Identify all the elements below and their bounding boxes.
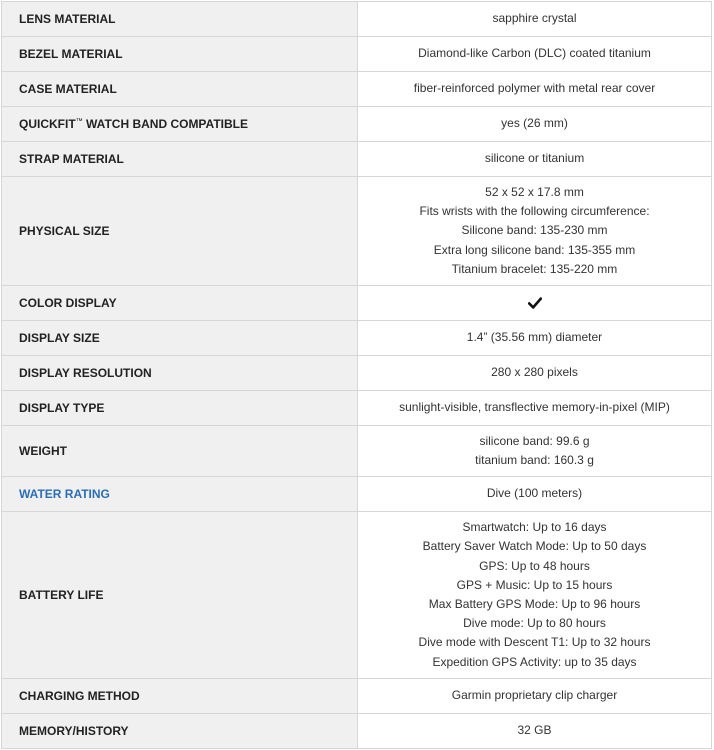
spec-value-line: Smartwatch: Up to 16 days [462,520,607,535]
spec-label-cell [2,679,358,714]
spec-label: CASE MATERIAL [19,82,117,96]
spec-row-weight [2,426,712,477]
spec-row-water-rating [2,477,712,512]
spec-value: sunlight-visible, transflective memory-in-pixel (MIP) [399,400,670,415]
spec-value: Garmin proprietary clip charger [451,688,618,703]
spec-value-line: Titanium bracelet: 135-220 mm [451,261,618,276]
spec-value: 32 GB [517,723,552,738]
spec-value-line: Max Battery GPS Mode: Up to 96 hours [428,597,641,611]
spec-value-line: Extra long silicone band: 135-355 mm [433,242,636,257]
spec-label-cell [2,177,358,286]
spec-row-memory-history [2,714,712,749]
spec-row-charging-method [2,679,712,714]
spec-row-display-size [2,321,712,356]
spec-label: PHYSICAL SIZE [19,224,110,238]
spec-label-cell [2,512,358,679]
spec-value-cell [358,2,712,37]
spec-label-main: QUICKFIT [19,117,76,131]
spec-row-bezel-material [2,37,712,72]
spec-value-cell [358,356,712,391]
spec-value-line: Fits wrists with the following circumference: [419,204,650,219]
spec-label-cell [2,391,358,426]
spec-label-cell [2,426,358,477]
spec-label: MEMORY/HISTORY [19,724,129,738]
spec-value-cell [358,321,712,356]
spec-row-display-resolution [2,356,712,391]
spec-label: COLOR DISPLAY [19,296,117,310]
spec-value: 280 x 280 pixels [491,365,578,380]
spec-row-display-type [2,391,712,426]
spec-label: DISPLAY SIZE [19,331,100,345]
spec-value-cell [358,679,712,714]
spec-value-line: GPS + Music: Up to 15 hours [456,577,613,592]
spec-value: 1.4” (35.56 mm) diameter [466,330,603,345]
spec-value: silicone or titanium [484,151,585,166]
spec-value-line: Dive mode with Descent T1: Up to 32 hours [418,635,651,650]
spec-label [19,117,248,131]
spec-label-cell [2,356,358,391]
spec-row-physical-size [2,177,712,286]
trademark-symbol: ™ [75,118,83,125]
spec-label-cell [2,714,358,749]
spec-label-cell [2,286,358,321]
spec-value-line: Dive mode: Up to 80 hours [463,616,606,631]
spec-label-cell [2,2,358,37]
spec-value-cell [358,512,712,679]
spec-label-suffix: WATCH BAND COMPATIBLE [82,117,248,131]
spec-value-cell [358,142,712,177]
spec-label: BATTERY LIFE [19,588,104,602]
spec-value: sapphire crystal [492,11,577,26]
spec-table [1,1,712,749]
spec-label: STRAP MATERIAL [19,152,124,166]
spec-value-line: Battery Saver Watch Mode: Up to 50 days [422,539,647,554]
spec-value-cell [358,72,712,107]
spec-value-cell [358,37,712,72]
spec-value: Diamond-like Carbon (DLC) coated titanium [418,46,651,61]
spec-value: Dive (100 meters) [486,486,583,501]
spec-row-strap-material [2,142,712,177]
spec-label: LENS MATERIAL [19,12,116,26]
spec-label-cell [2,142,358,177]
spec-label: WEIGHT [19,444,67,458]
spec-row-color-display [2,286,712,321]
spec-label-cell [2,107,358,142]
spec-value-cell [358,477,712,512]
spec-value: yes (26 mm) [501,116,568,131]
spec-label-cell [2,37,358,72]
spec-row-battery-life [2,512,712,679]
spec-label-cell [2,72,358,107]
spec-row-lens-material [2,2,712,37]
spec-value-cell [358,714,712,749]
spec-value-line: titanium band: 160.3 g [475,453,594,467]
checkmark-icon [528,296,542,310]
spec-value-cell [358,426,712,477]
spec-row-quickfit [2,107,712,142]
spec-label: CHARGING METHOD [19,689,140,703]
spec-value: fiber-reinforced polymer with metal rear cover [413,81,656,96]
spec-value-cell [358,107,712,142]
spec-label: BEZEL MATERIAL [19,47,123,61]
spec-value-cell [358,286,712,321]
spec-value-line: silicone band: 99.6 g [479,433,590,448]
spec-label-cell [2,321,358,356]
spec-row-case-material [2,72,712,107]
spec-value-line: Silicone band: 135-230 mm [461,223,608,238]
spec-value-line: GPS: Up to 48 hours [479,558,590,573]
spec-label: DISPLAY TYPE [19,401,105,415]
water-rating-link[interactable]: WATER RATING [19,487,110,501]
spec-value-line: Expedition GPS Activity: up to 35 days [432,654,637,669]
spec-value-line: 52 x 52 x 17.8 mm [485,184,584,199]
spec-value-cell [358,177,712,286]
spec-value-cell [358,391,712,426]
spec-label-cell [2,477,358,512]
spec-label: DISPLAY RESOLUTION [19,366,152,380]
